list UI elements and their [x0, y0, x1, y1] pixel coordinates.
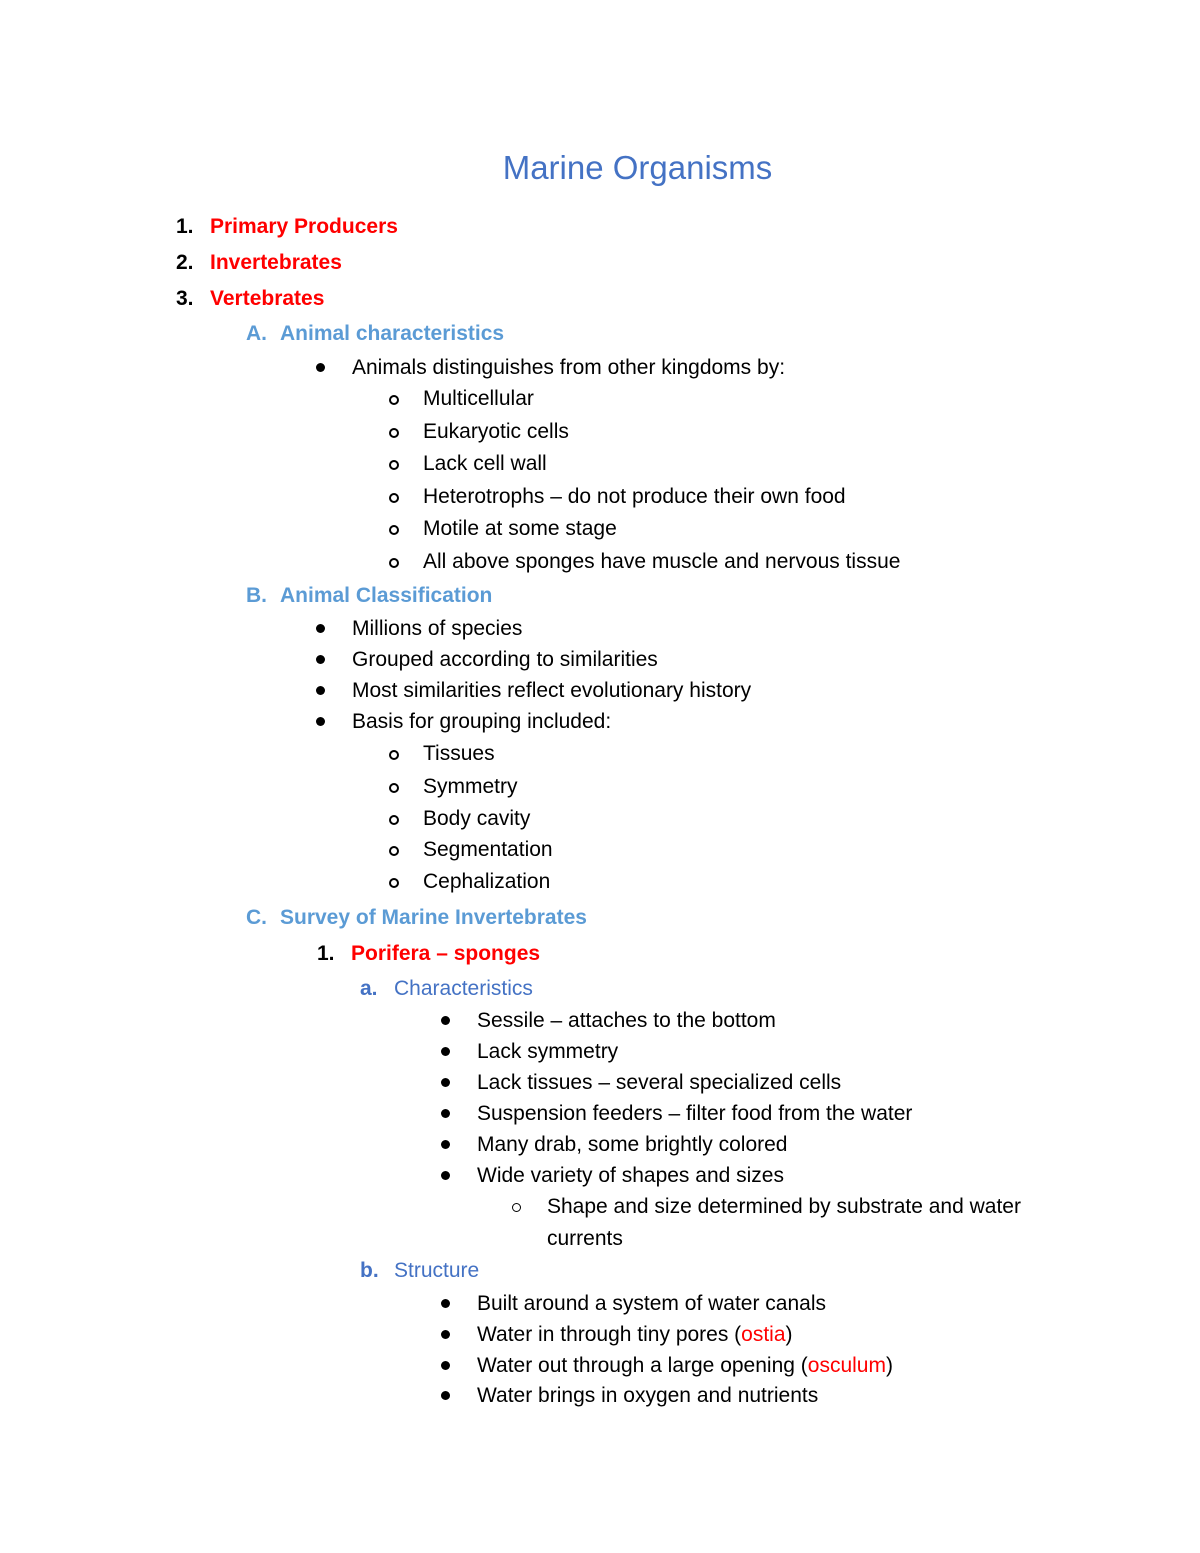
sub-item-continuation: currents — [547, 1227, 623, 1250]
circle-bullet-icon — [389, 815, 399, 825]
bullet-text: Grouped according to similarities — [352, 648, 658, 671]
bullet-icon — [316, 686, 325, 695]
bullet-icon — [441, 1140, 450, 1149]
bullet-icon — [441, 1047, 450, 1056]
sub-item: Motile at some stage — [423, 517, 617, 540]
bullet-text: Water in through tiny pores (ostia) — [477, 1323, 793, 1346]
sub-item: All above sponges have muscle and nervous tissue — [423, 550, 901, 573]
circle-bullet-icon — [389, 783, 399, 793]
bullet-icon — [441, 1109, 450, 1118]
bullet-icon — [441, 1078, 450, 1087]
term-highlight: ostia — [741, 1323, 786, 1346]
bullet-text: Water brings in oxygen and nutrients — [477, 1384, 819, 1407]
sub-item: Eukaryotic cells — [423, 420, 569, 443]
bullet-icon — [441, 1330, 450, 1339]
bullet-text: Wide variety of shapes and sizes — [477, 1164, 784, 1187]
bullet-text: Sessile – attaches to the bottom — [477, 1009, 776, 1032]
bullet-text: Millions of species — [352, 617, 523, 640]
list-number: 3. — [176, 287, 194, 310]
page-title: Marine Organisms — [502, 149, 773, 186]
sub-item: Segmentation — [423, 838, 553, 861]
section-heading-a: A. Animal characteristics — [246, 322, 505, 345]
list-item — [176, 214, 398, 240]
bullet-text: Water out through a large opening (osculum) — [477, 1354, 893, 1377]
bullet-icon — [316, 363, 325, 372]
subsection-heading-a: a. Characteristics — [360, 977, 533, 1000]
list-item — [176, 286, 324, 312]
circle-bullet-icon — [512, 1203, 521, 1212]
bullet-icon — [441, 1171, 450, 1180]
phylum-heading: 1. Porifera – sponges — [317, 942, 541, 965]
bullet-text: Animals distinguishes from other kingdoms by: — [352, 356, 786, 379]
circle-bullet-icon — [389, 846, 399, 856]
circle-bullet-icon — [389, 428, 399, 438]
list-number: 1. — [176, 215, 194, 238]
section-heading-b: B. Animal Classification — [246, 584, 493, 607]
list-label: Vertebrates — [210, 287, 325, 310]
sub-item: Tissues — [423, 742, 495, 765]
bullet-text: Built around a system of water canals — [477, 1292, 827, 1315]
circle-bullet-icon — [389, 878, 399, 888]
sub-item: Multicellular — [423, 387, 534, 410]
bullet-text: Lack tissues – several specialized cells — [477, 1071, 842, 1094]
bullet-text: Many drab, some brightly colored — [477, 1133, 788, 1156]
bullet-icon — [316, 624, 325, 633]
sub-item: Shape and size determined by substrate and water — [547, 1195, 1021, 1218]
bullet-text: Suspension feeders – filter food from the water — [477, 1102, 913, 1125]
bullet-icon — [441, 1391, 450, 1400]
list-label: Invertebrates — [210, 251, 342, 274]
sub-item: Symmetry — [423, 775, 518, 798]
bullet-icon — [316, 717, 325, 726]
sub-item: Heterotrophs – do not produce their own food — [423, 485, 846, 508]
bullet-icon — [441, 1361, 450, 1370]
bullet-icon — [441, 1299, 450, 1308]
circle-bullet-icon — [389, 750, 399, 760]
circle-bullet-icon — [389, 558, 399, 568]
bullet-icon — [316, 655, 325, 664]
bullet-text: Lack symmetry — [477, 1040, 619, 1063]
section-heading-c: C. Survey of Marine Invertebrates — [246, 906, 587, 929]
list-number: 2. — [176, 251, 194, 274]
term-highlight: osculum — [807, 1354, 886, 1377]
sub-item: Cephalization — [423, 870, 551, 893]
list-item — [176, 250, 342, 276]
bullet-text: Most similarities reflect evolutionary history — [352, 679, 752, 702]
circle-bullet-icon — [389, 525, 399, 535]
sub-item: Body cavity — [423, 807, 531, 830]
circle-bullet-icon — [389, 460, 399, 470]
subsection-heading-b: b. Structure — [360, 1259, 480, 1282]
bullet-text: Basis for grouping included: — [352, 710, 612, 733]
list-label: Primary Producers — [210, 215, 398, 238]
circle-bullet-icon — [389, 395, 399, 405]
sub-item: Lack cell wall — [423, 452, 547, 475]
circle-bullet-icon — [389, 493, 399, 503]
bullet-icon — [441, 1016, 450, 1025]
